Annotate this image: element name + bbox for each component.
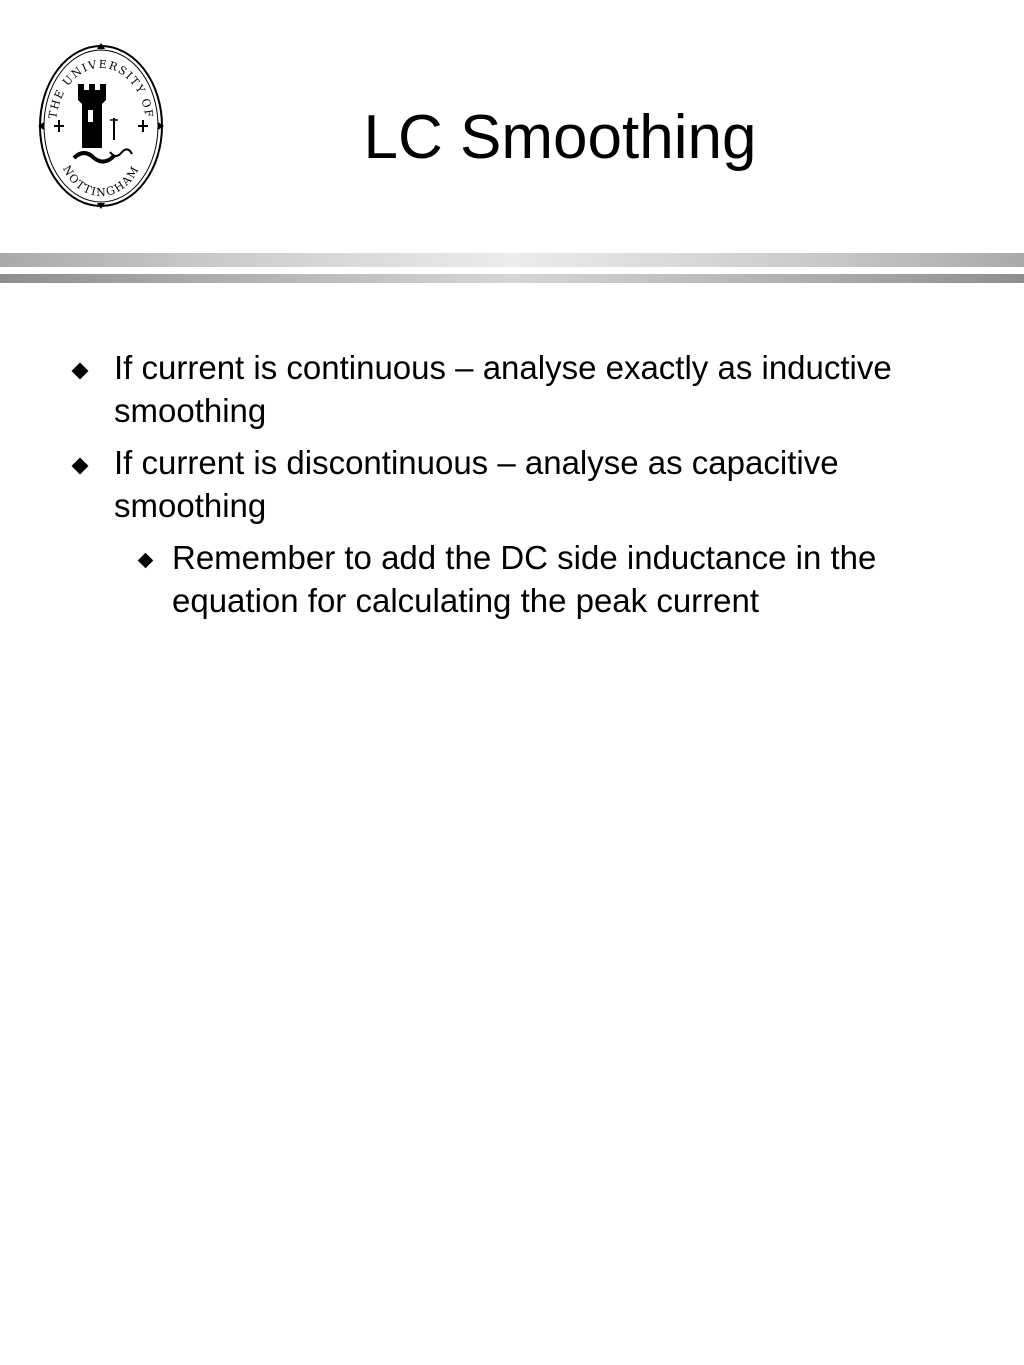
sub-bullet-item: [172, 536, 972, 622]
bullet-item: [114, 441, 984, 527]
title-divider-bottom: [0, 274, 1024, 283]
svg-text:NOTTINGHAM: NOTTINGHAM: [59, 163, 143, 200]
title-divider-top: [0, 253, 1024, 267]
sub-bullet-text: Remember to add the DC side inductance in the equation for calculating the peak current: [172, 539, 877, 619]
diamond-bullet-icon: [138, 553, 154, 569]
bullet-text: If current is continuous – analyse exactly as inductive smoothing: [114, 349, 892, 429]
bullet-item: [114, 346, 984, 432]
slide-body: [0, 346, 1024, 631]
diamond-bullet-icon: [72, 363, 89, 380]
slide-title: LC Smoothing: [363, 103, 757, 172]
title-divider-gap: [0, 267, 1024, 274]
diamond-bullet-icon: [72, 458, 89, 475]
svg-text:THE UNIVERSITY OF: THE UNIVERSITY OF: [46, 57, 156, 120]
bullet-text: If current is discontinuous – analyse as capacitive smoothing: [114, 444, 839, 524]
university-crest-logo: [34, 40, 168, 212]
